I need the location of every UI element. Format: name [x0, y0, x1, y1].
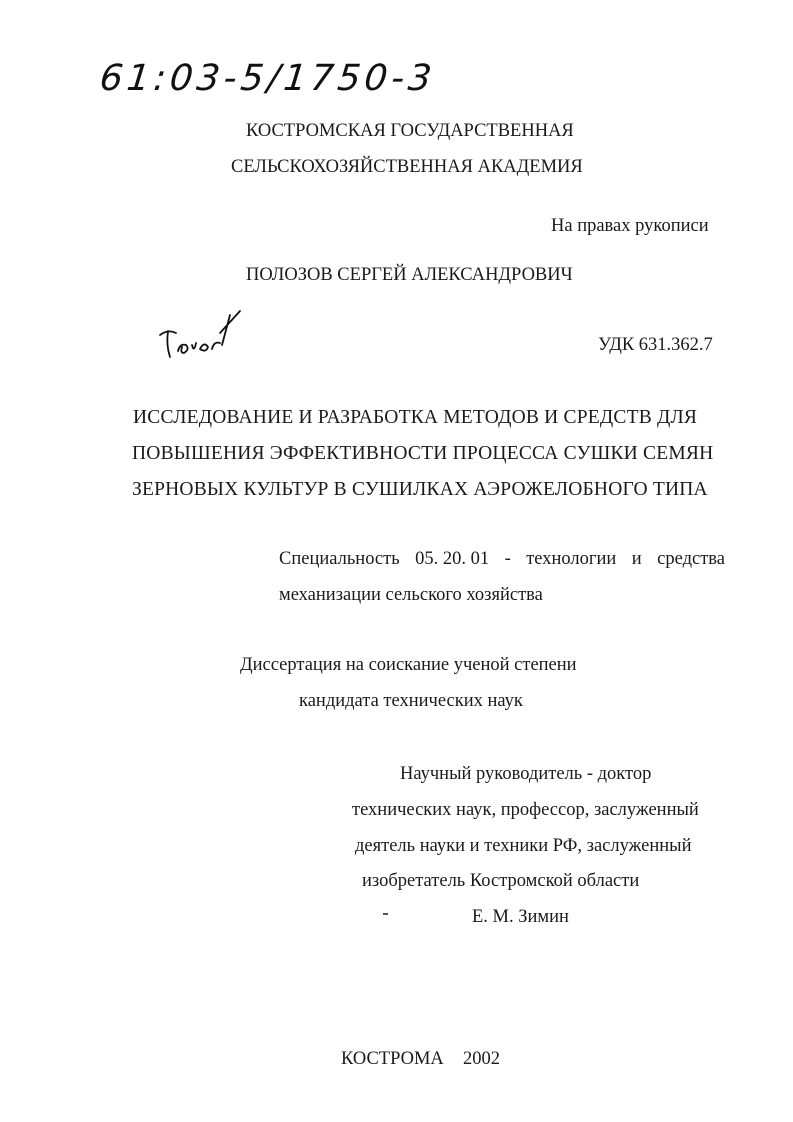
- thesis-title-line-3: ЗЕРНОВЫХ КУЛЬТУР В СУШИЛКАХ АЭРОЖЕЛОБНОГО ТИПА: [132, 479, 708, 500]
- specialty-label: Специальность: [279, 549, 400, 569]
- specialty-word-technologies: технологии: [526, 549, 617, 569]
- dissertation-line-2: кандидата технических наук: [299, 691, 523, 711]
- author-name: ПОЛОЗОВ СЕРГЕЙ АЛЕКСАНДРОВИЧ: [246, 265, 573, 285]
- archive-number: 61:03-5/1750-3: [97, 58, 438, 99]
- specialty-code: 05. 20. 01: [415, 549, 490, 569]
- udc-code: УДК 631.362.7: [598, 335, 713, 355]
- thesis-title-line-1: ИССЛЕДОВАНИЕ И РАЗРАБОТКА МЕТОДОВ И СРЕДСТВ ДЛЯ: [133, 407, 698, 428]
- specialty-word-and: и: [631, 549, 642, 569]
- scan-speck: [383, 913, 388, 915]
- institution-line-2: СЕЛЬСКОХОЗЯЙСТВЕННАЯ АКАДЕМИЯ: [231, 157, 583, 177]
- footer-place-year: [341, 1048, 500, 1070]
- supervisor-line-4: изобретатель Костромской области: [362, 871, 640, 891]
- supervisor-line-3: деятель науки и техники РФ, заслуженный: [355, 836, 692, 856]
- specialty-dash: -: [504, 549, 511, 569]
- supervisor-name: Е. М. Зимин: [472, 907, 569, 927]
- supervisor-line-2: технических наук, профессор, заслуженный: [352, 800, 699, 820]
- footer-city: КОСТРОМА: [341, 1049, 444, 1069]
- handwritten-signature-icon: [150, 305, 260, 365]
- specialty-word-means: средства: [657, 549, 725, 569]
- supervisor-line-1: Научный руководитель - доктор: [400, 764, 652, 784]
- thesis-title-line-2: ПОВЫШЕНИЯ ЭФФЕКТИВНОСТИ ПРОЦЕССА СУШКИ СЕМЯН: [132, 443, 714, 464]
- author-signature: [150, 305, 260, 365]
- institution-line-1: КОСТРОМСКАЯ ГОСУДАРСТВЕННАЯ: [246, 121, 574, 141]
- footer-year: 2002: [463, 1049, 501, 1069]
- manuscript-rights: На правах рукописи: [551, 216, 709, 236]
- dissertation-line-1: Диссертация на соискание ученой степени: [240, 655, 577, 675]
- specialty-line-1: [279, 548, 725, 570]
- specialty-line-2: механизации сельского хозяйства: [279, 585, 543, 605]
